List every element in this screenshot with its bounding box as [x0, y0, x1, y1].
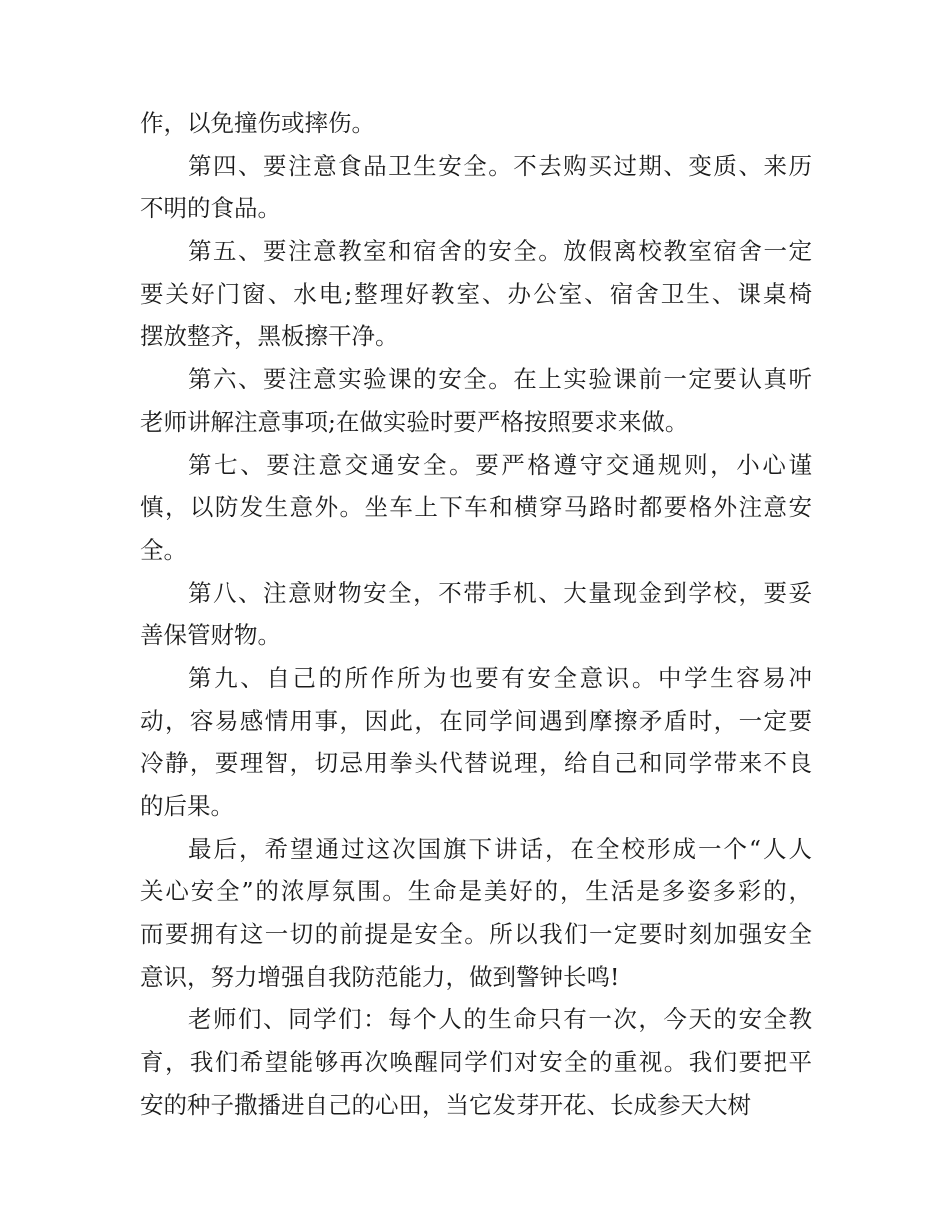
text-line: 最后，希望通过这次国旗下讲话，在全校形成一个“人人 [188, 834, 812, 863]
text-line: 要关好门窗、水电;整理好教室、办公室、宿舍卫生、课桌椅 [140, 279, 812, 308]
text-line: 第九、自己的所作所为也要有安全意识。中学生容易冲 [188, 663, 812, 692]
text-line: 安的种子撒播进自己的心田，当它发芽开花、长成参天大树 [140, 1090, 751, 1119]
text-line: 不明的食品。 [140, 194, 281, 223]
text-line: 第八、注意财物安全，不带手机、大量现金到学校，要妥 [188, 578, 812, 607]
text-line: 老师讲解注意事项;在做实验时要严格按照要求来做。 [140, 407, 689, 436]
body-text [140, 102, 812, 1127]
text-line: 第四、要注意食品卫生安全。不去购买过期、变质、来历 [188, 151, 812, 180]
text-line: 第七、要注意交通安全。要严格遵守交通规则，小心谨 [188, 450, 812, 479]
text-line: 第六、要注意实验课的安全。在上实验课前一定要认真听 [188, 365, 812, 394]
text-line: 老师们、同学们：每个人的生命只有一次，今天的安全教 [188, 1005, 812, 1034]
text-line: 而要拥有这一切的前提是安全。所以我们一定要时刻加强安全 [140, 920, 812, 949]
text-line: 育，我们希望能够再次唤醒同学们对安全的重视。我们要把平 [140, 1048, 812, 1077]
text-line: 冷静，要理智，切忌用拳头代替说理，给自己和同学带来不良 [140, 749, 812, 778]
text-line: 关心安全”的浓厚氛围。生命是美好的，生活是多姿多彩的， [140, 877, 812, 906]
text-line: 第五、要注意教室和宿舍的安全。放假离校教室宿舍一定 [188, 237, 812, 266]
text-line: 意识，努力增强自我防范能力，做到警钟长鸣! [140, 962, 620, 991]
text-line: 善保管财物。 [140, 621, 281, 650]
text-line: 全。 [140, 535, 187, 564]
text-line: 动，容易感情用事，因此，在同学间遇到摩擦矛盾时，一定要 [140, 706, 812, 735]
text-line: 的后果。 [140, 792, 234, 820]
text-line: 作，以免撞伤或摔伤。 [140, 109, 375, 137]
document-page [140, 102, 812, 1127]
text-line: 慎，以防发生意外。坐车上下车和横穿马路时都要格外注意安 [140, 493, 812, 522]
text-line: 摆放整齐，黑板擦干净。 [140, 322, 399, 351]
